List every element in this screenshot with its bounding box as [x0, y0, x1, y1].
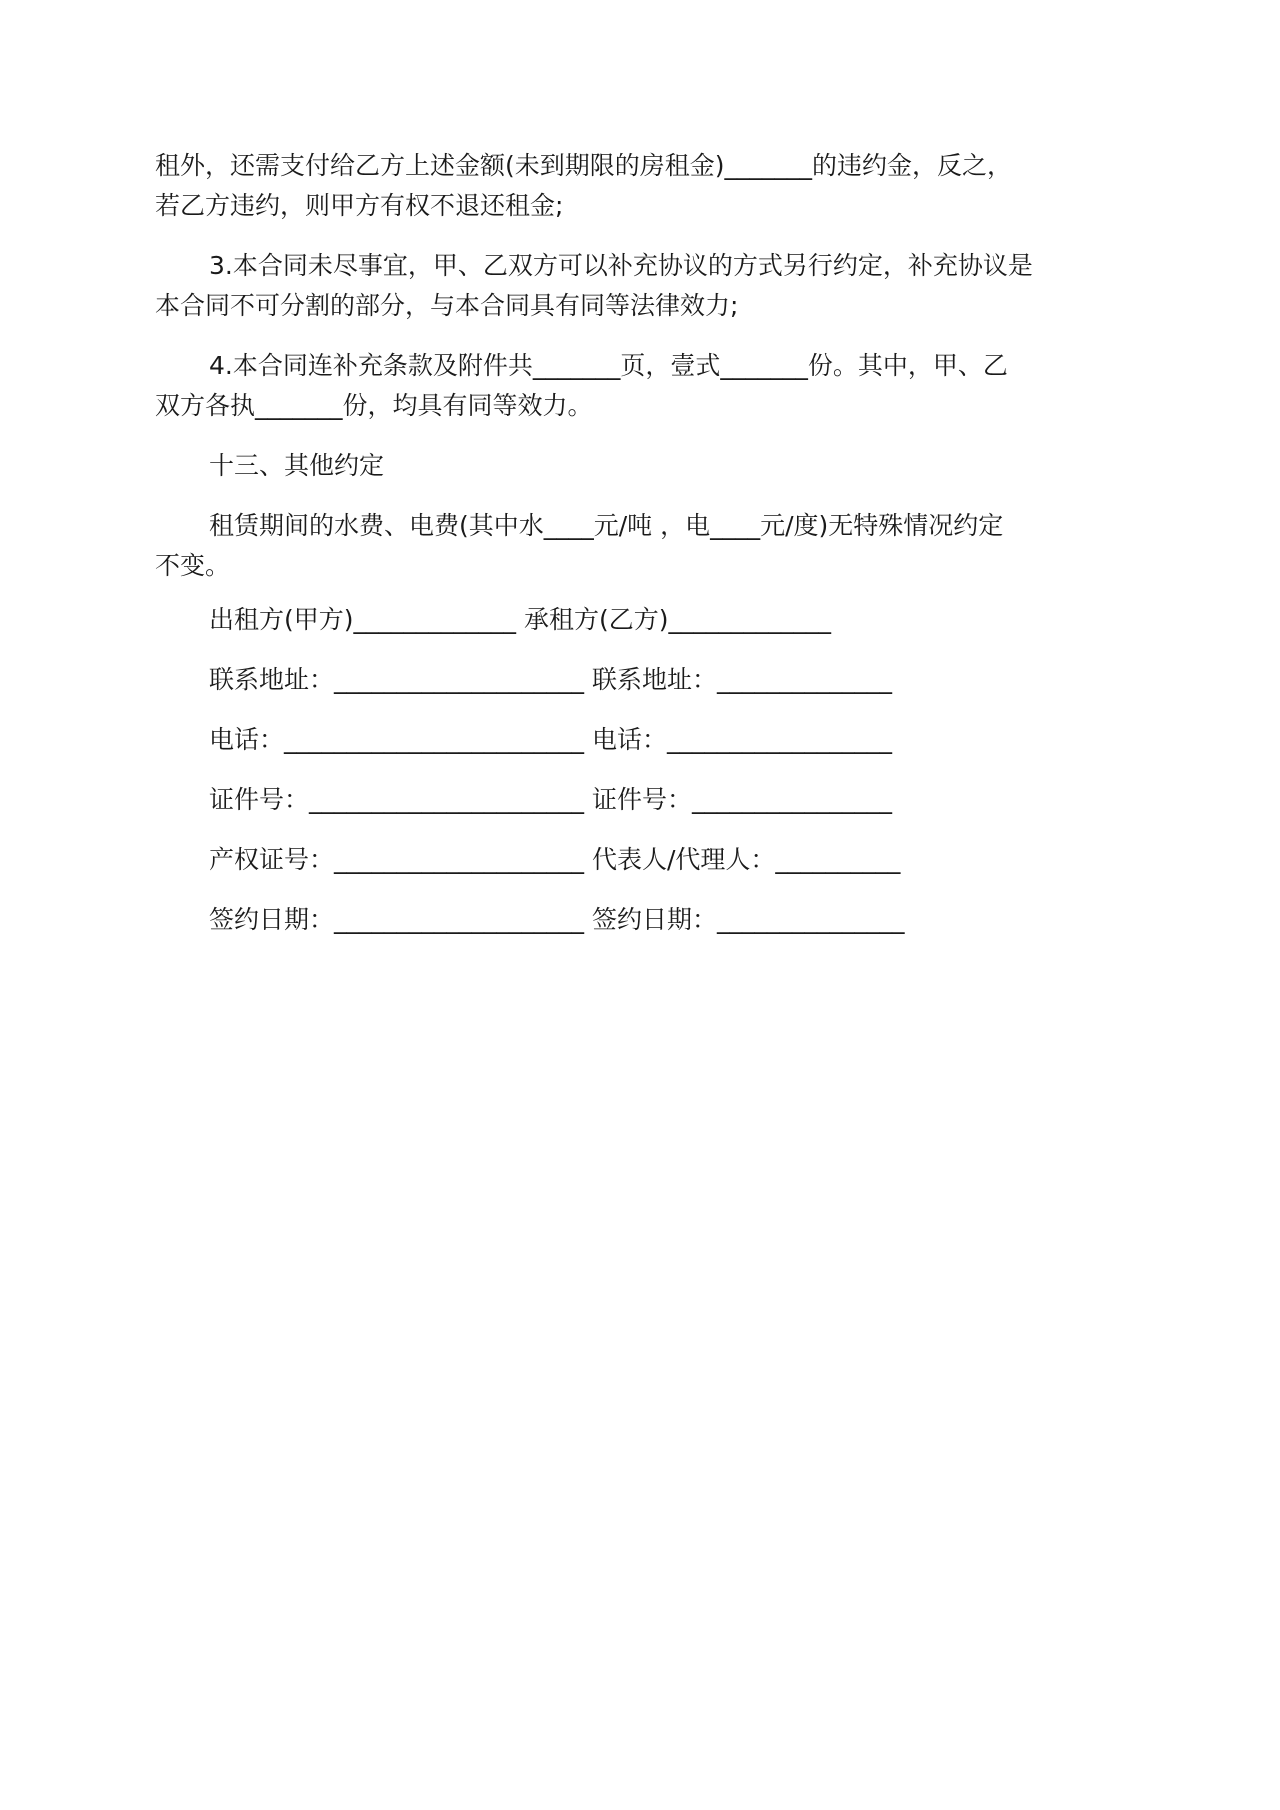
- text-line: 3.本合同未尽事宜，甲、乙双方可以补充协议的方式另行约定，补充协议是: [209, 251, 1033, 280]
- section-13-heading: [155, 446, 1133, 486]
- clause-3-paragraph: [155, 246, 1133, 326]
- penalty-clause-paragraph: [155, 146, 1133, 226]
- document-body: [155, 146, 1133, 606]
- text-line: 若乙方违约，则甲方有权不退还租金;: [155, 191, 564, 220]
- text-line: 租外，还需支付给乙方上述金额(未到期限的房租金)_______的违约金，反之，: [155, 151, 1013, 180]
- signature-row-parties: 出租方(甲方)_____________ 承租方(乙方)_____________: [209, 605, 831, 634]
- text-line: 不变。: [155, 551, 231, 580]
- clause-4-paragraph: [155, 346, 1133, 426]
- signature-row-phone: 电话：________________________ 电话：__________________: [209, 725, 892, 754]
- text-line: 本合同不可分割的部分，与本合同具有同等法律效力;: [155, 291, 739, 320]
- signature-block: [209, 600, 904, 960]
- signature-row-property-cert: 产权证号：____________________ 代表人/代理人：__________: [209, 845, 901, 874]
- utilities-clause-paragraph: [155, 506, 1133, 586]
- signature-row-address: 联系地址：____________________ 联系地址：______________: [209, 665, 892, 694]
- signature-row-sign-date: 签约日期：____________________ 签约日期：_______________: [209, 905, 905, 934]
- text-line: 4.本合同连补充条款及附件共_______页，壹式_______份。其中，甲、乙: [209, 351, 1008, 380]
- signature-row-id-number: 证件号：______________________ 证件号：________________: [209, 785, 892, 814]
- section-heading: 十三、其他约定: [209, 451, 385, 480]
- text-line: 双方各执_______份，均具有同等效力。: [155, 391, 593, 420]
- text-line: 租赁期间的水费、电费(其中水____元/吨 ，电____元/度)无特殊情况约定: [209, 511, 1004, 540]
